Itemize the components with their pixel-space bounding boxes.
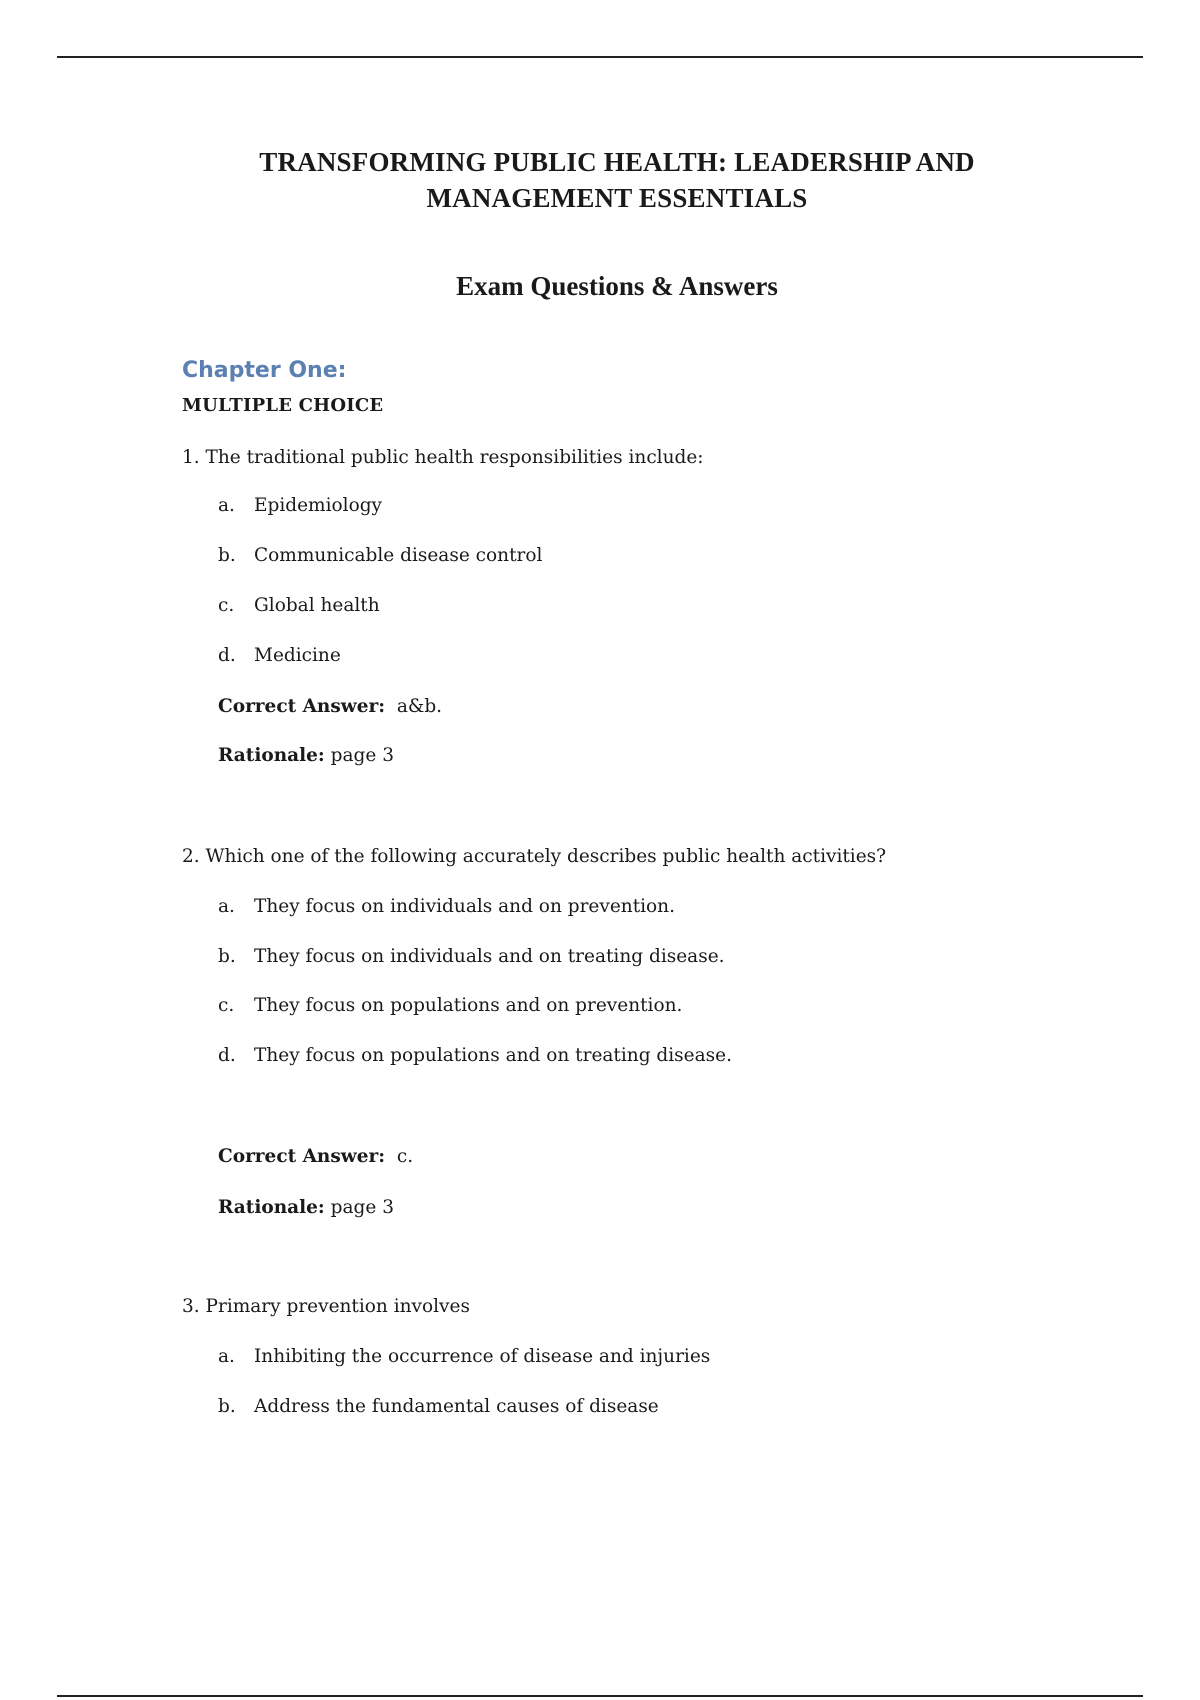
answer-value: a&b. [396, 696, 443, 717]
question-1-text: 1. The traditional public health responsibilities include: [182, 447, 704, 468]
document-title [0, 144, 1200, 216]
option-letter: d. [218, 645, 236, 666]
title-line-2: MANAGEMENT ESSENTIALS [426, 183, 808, 213]
document-subtitle: Exam Questions & Answers [456, 271, 778, 301]
option-text: Communicable disease control [254, 545, 543, 566]
rationale-label: Rationale: [218, 745, 325, 766]
footer-rule [57, 1695, 1143, 1697]
question-1-option-c [218, 594, 380, 618]
option-text: They focus on individuals and on treating disease. [254, 946, 725, 967]
option-letter: a. [218, 1346, 235, 1367]
question-2-option-b [218, 945, 725, 969]
option-text: They focus on populations and on prevention. [254, 995, 683, 1016]
option-letter: b. [218, 1396, 236, 1417]
answer-label: Correct Answer: [218, 1146, 386, 1167]
question-2-text: 2. Which one of the following accurately describes public health activities? [182, 846, 887, 867]
rationale-label: Rationale: [218, 1197, 325, 1218]
header-rule [57, 56, 1143, 58]
option-letter: a. [218, 495, 235, 516]
question-2-option-d [218, 1044, 732, 1068]
option-letter: d. [218, 1045, 236, 1066]
question-1-option-b [218, 544, 542, 568]
rationale-value: page 3 [330, 1197, 394, 1218]
title-line-1: TRANSFORMING PUBLIC HEALTH: LEADERSHIP AND [259, 147, 975, 177]
question-2-correct-answer [218, 1145, 413, 1169]
option-letter: b. [218, 545, 236, 566]
question-1-option-d [218, 644, 341, 668]
option-letter: b. [218, 946, 236, 967]
option-text: Inhibiting the occurrence of disease and injuries [254, 1346, 711, 1367]
option-text: Medicine [254, 645, 341, 666]
chapter-heading: Chapter One: [182, 358, 347, 383]
question-1-correct-answer [218, 695, 442, 719]
option-text: Address the fundamental causes of disease [254, 1396, 659, 1417]
question-3-option-b [218, 1395, 659, 1419]
option-letter: c. [218, 595, 235, 616]
option-letter: a. [218, 896, 235, 917]
answer-value: c. [396, 1146, 414, 1167]
option-letter: c. [218, 995, 235, 1016]
option-text: Epidemiology [254, 495, 383, 516]
question-3-option-a [218, 1345, 710, 1369]
question-3-text: 3. Primary prevention involves [182, 1296, 470, 1317]
question-2-option-a [218, 895, 675, 919]
question-1-rationale [218, 744, 394, 768]
answer-label: Correct Answer: [218, 696, 386, 717]
option-text: They focus on populations and on treating disease. [254, 1045, 732, 1066]
question-1-option-a [218, 494, 382, 518]
option-text: Global health [254, 595, 380, 616]
rationale-value: page 3 [330, 745, 394, 766]
option-text: They focus on individuals and on prevention. [254, 896, 675, 917]
question-2-option-c [218, 994, 682, 1018]
section-heading: MULTIPLE CHOICE [182, 395, 384, 416]
question-2-rationale [218, 1196, 394, 1220]
